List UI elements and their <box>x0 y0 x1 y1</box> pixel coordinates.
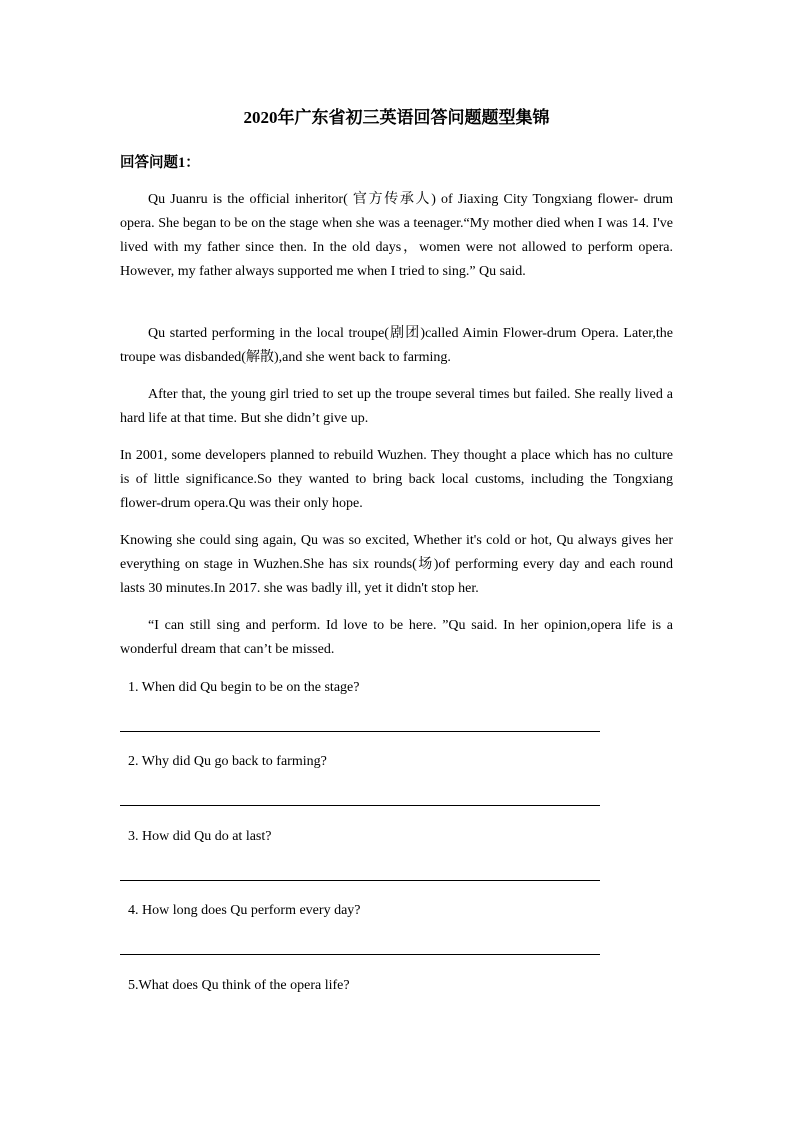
question-4: 4. How long does Qu perform every day? <box>128 903 361 918</box>
passage-paragraph-3: After that, the young girl tried to set up the troupe several times but failed. She really lived a hard life at that time. But she didn’t give up. <box>120 387 673 426</box>
question-2: 2. Why did Qu go back to farming? <box>128 754 327 769</box>
passage-paragraph-5: Knowing she could sing again, Qu was so excited, Whether it's cold or hot, Qu always gives her everything on stage in Wuzhen.She has six rounds(场)of performing every day and each round lasts 30 minutes.In 2017. she was badly ill, yet it didn't stop her. <box>120 533 673 596</box>
passage-paragraph-1: Qu Juanru is the official inheritor( 官方传承人) of Jiaxing City Tongxiang flower- drum opera. She began to be on the stage when she was a teenager.“My mother died when I was 14. I've lived with my father since then. In the old days，women were not allowed to perform opera. However, my father always supported me when I tried to sing.” Qu said. <box>120 192 673 279</box>
answer-line-2[interactable] <box>120 805 600 806</box>
question-5: 5.What does Qu think of the opera life? <box>128 978 350 993</box>
answer-line-1[interactable] <box>120 731 600 732</box>
section-heading: 回答问题1： <box>120 155 200 171</box>
passage-paragraph-2: Qu started performing in the local troupe(剧团)called Aimin Flower-drum Opera. Later,the troupe was disbanded(解散),and she went back to farming. <box>120 326 673 365</box>
passage-paragraph-4: In 2001, some developers planned to rebuild Wuzhen. They thought a place which has no culture is of little significance.So they wanted to bring back local customs, including the Tongxiang flower-drum opera.Qu was their only hope. <box>120 448 673 511</box>
document-title: 2020年广东省初三英语回答问题题型集锦 <box>243 108 550 127</box>
document-page <box>120 0 673 1123</box>
question-1: 1. When did Qu begin to be on the stage? <box>128 680 360 695</box>
passage-paragraph-6: “I can still sing and perform. Id love to be here. ”Qu said. In her opinion,opera life is a wonderful dream that can’t be missed. <box>120 618 673 657</box>
question-3: 3. How did Qu do at last? <box>128 829 272 844</box>
answer-line-3[interactable] <box>120 880 600 881</box>
answer-line-4[interactable] <box>120 954 600 955</box>
